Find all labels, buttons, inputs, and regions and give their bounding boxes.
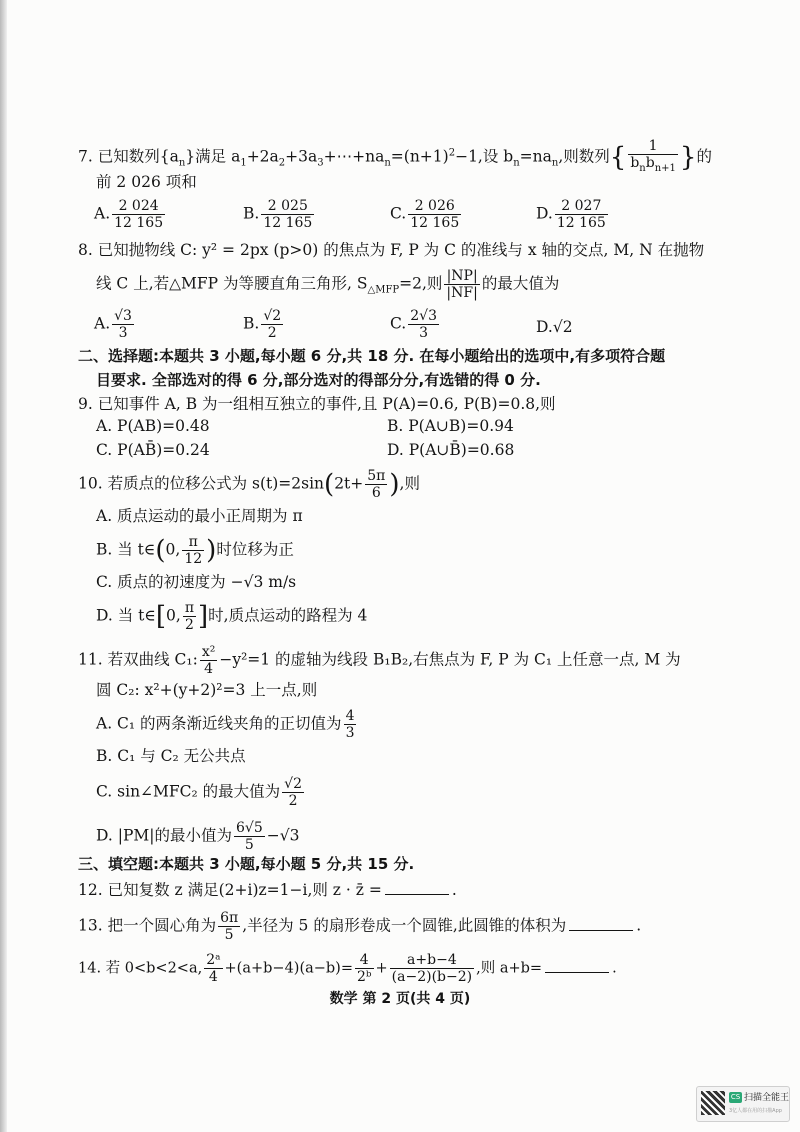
q9-stem: 9. 已知事件 A, B 为一组相互独立的事件,且 P(A)=0.6, P(B)=0.8,则 — [78, 395, 556, 413]
q9-option-d[interactable]: D. P(A∪B̄)=0.68 — [387, 441, 515, 459]
q12-answer-blank[interactable] — [385, 880, 449, 895]
section3-heading: 三、填空题:本题共 3 小题,每小题 5 分,共 15 分. — [78, 855, 415, 873]
q11-option-b[interactable]: B. C₁ 与 C₂ 无公共点 — [96, 747, 246, 765]
q8-stem-line1: 8. 已知抛物线 C: y² = 2px (p>0) 的焦点为 F, P 为 C 的准线与 x 轴的交点, M, N 在抛物 — [78, 241, 705, 259]
q7-option-b[interactable]: B. $\frac{2 025}{12 165}$ — [243, 198, 313, 231]
q9-option-c[interactable]: C. P(AB̄)=0.24 — [96, 441, 210, 459]
q11-stem-line1: 11. 若双曲线 C₁: $\frac{\text{x²}}{4}$ −y²=1 的虚轴为线段 B₁B₂,右焦点为 F, P 为 C₁ 上任意一点, M 为 — [78, 644, 681, 677]
q11-stem-line2: 圆 C₂: x²+(y+2)²=3 上一点,则 — [96, 681, 318, 699]
q11-option-c[interactable]: C. sin∠MFC₂ 的最大值为 $\frac{√2}{2}$ — [96, 776, 302, 809]
section2-heading-line1: 二、选择题:本题共 3 小题,每小题 6 分,共 18 分. 在每小题给出的选项中,有多项符合题 — [78, 347, 666, 365]
q11-option-a[interactable]: A. C₁ 的两条渐近线夹角的正切值为 $\frac{4}{3}$ — [96, 708, 355, 741]
q8-option-b[interactable]: B. $\frac{√2}{2}$ — [243, 308, 282, 341]
q14-stem: 14. 若 0<b<2<a, $\frac{\text{2ᵃ}}{4}$ +(a+b−4)(a−b)= $\frac{4}{\text{2ᵇ}}$ + $\frac{a+b-4}{(a-2)(b-2)}$ ,则 a+b= . — [78, 952, 617, 985]
q8-stem-line2: 线 C 上,若△MFP 为等腰直角三角形, $S_{\triangle MFP}=2$,则 $\frac{|NP|}{|NF|}$ 的最大值为 — [96, 268, 560, 301]
q11-option-d[interactable]: D. |PM|的最小值为 $\frac{6√5}{5}$ −√3 — [96, 820, 300, 853]
page-shadow-edge — [0, 0, 7, 1132]
q8-option-a[interactable]: A. $\frac{√3}{3}$ — [94, 308, 132, 341]
q7-option-c[interactable]: C. $\frac{2 026}{12 165}$ — [390, 198, 460, 231]
q8-option-c[interactable]: C. $\frac{2√3}{3}$ — [390, 308, 437, 341]
q9-option-b[interactable]: B. P(A∪B)=0.94 — [387, 417, 514, 435]
page-footer: 数学 第 2 页(共 4 页) — [329, 991, 471, 1007]
q10-option-c[interactable]: C. 质点的初速度为 −√3 m/s — [96, 573, 297, 591]
q7-sequence-fraction: $\frac{1}{b_nb_{n+1}}$ — [630, 138, 676, 174]
q7-stem-line2: 前 2 026 项和 — [96, 173, 197, 191]
q9-option-a[interactable]: A. P(AB)=0.48 — [96, 417, 210, 435]
q12-stem: 12. 已知复数 z 满足(2+i)z=1−i,则 z · z̄ = . — [78, 881, 457, 899]
badge-title: 扫描全能王 — [744, 1093, 790, 1103]
q8-ratio-fraction: $\frac{|NP|}{|NF|}$ — [446, 268, 478, 301]
q13-answer-blank[interactable] — [569, 916, 633, 931]
scanner-watermark-badge — [696, 1086, 790, 1122]
section2-heading-line2: 目要求. 全部选对的得 6 分,部分选对的得部分分,有选错的得 0 分. — [96, 371, 541, 389]
qr-code-icon — [701, 1091, 725, 1115]
q8-option-d[interactable]: D.√2 — [536, 318, 573, 336]
camscanner-logo-icon: CS — [730, 1093, 741, 1101]
q7-option-d[interactable]: D. $\frac{2 027}{12 165}$ — [536, 198, 606, 231]
q10-option-d[interactable]: D. 当 t∈[0, $\frac{\pi}{2}$ ]时,质点运动的路程为 4 — [96, 600, 368, 633]
q10-option-a[interactable]: A. 质点运动的最小正周期为 π — [96, 507, 303, 525]
q7-option-a[interactable]: A. $\frac{2 024}{12 165}$ — [94, 198, 164, 231]
q10-option-b[interactable]: B. 当 t∈(0, $\frac{\pi}{12}$ )时位移为正 — [96, 534, 294, 567]
q14-answer-blank[interactable] — [545, 958, 609, 973]
q13-stem: 13. 把一个圆心角为 $\frac{6\pi}{5}$ ,半径为 5 的扇形卷成一个圆锥,此圆锥的体积为 . — [78, 910, 642, 943]
q7-stem-line1: 7. 已知数列$\{a_n\}$满足 $a_1+2a_2+3a_3+\cdots+na_n=(n+1)^2-1$,设 $b_n=na_n$,则数列{ $\frac{1}{b_nb_{n+1}}$ }的 — [78, 138, 712, 177]
q10-stem: 10. 若质点的位移公式为 s(t)=2sin(2t+ $\frac{5\pi}{6}$ ),则 — [78, 468, 420, 501]
badge-subtitle: 3亿人都在用的扫描App — [729, 1108, 782, 1114]
